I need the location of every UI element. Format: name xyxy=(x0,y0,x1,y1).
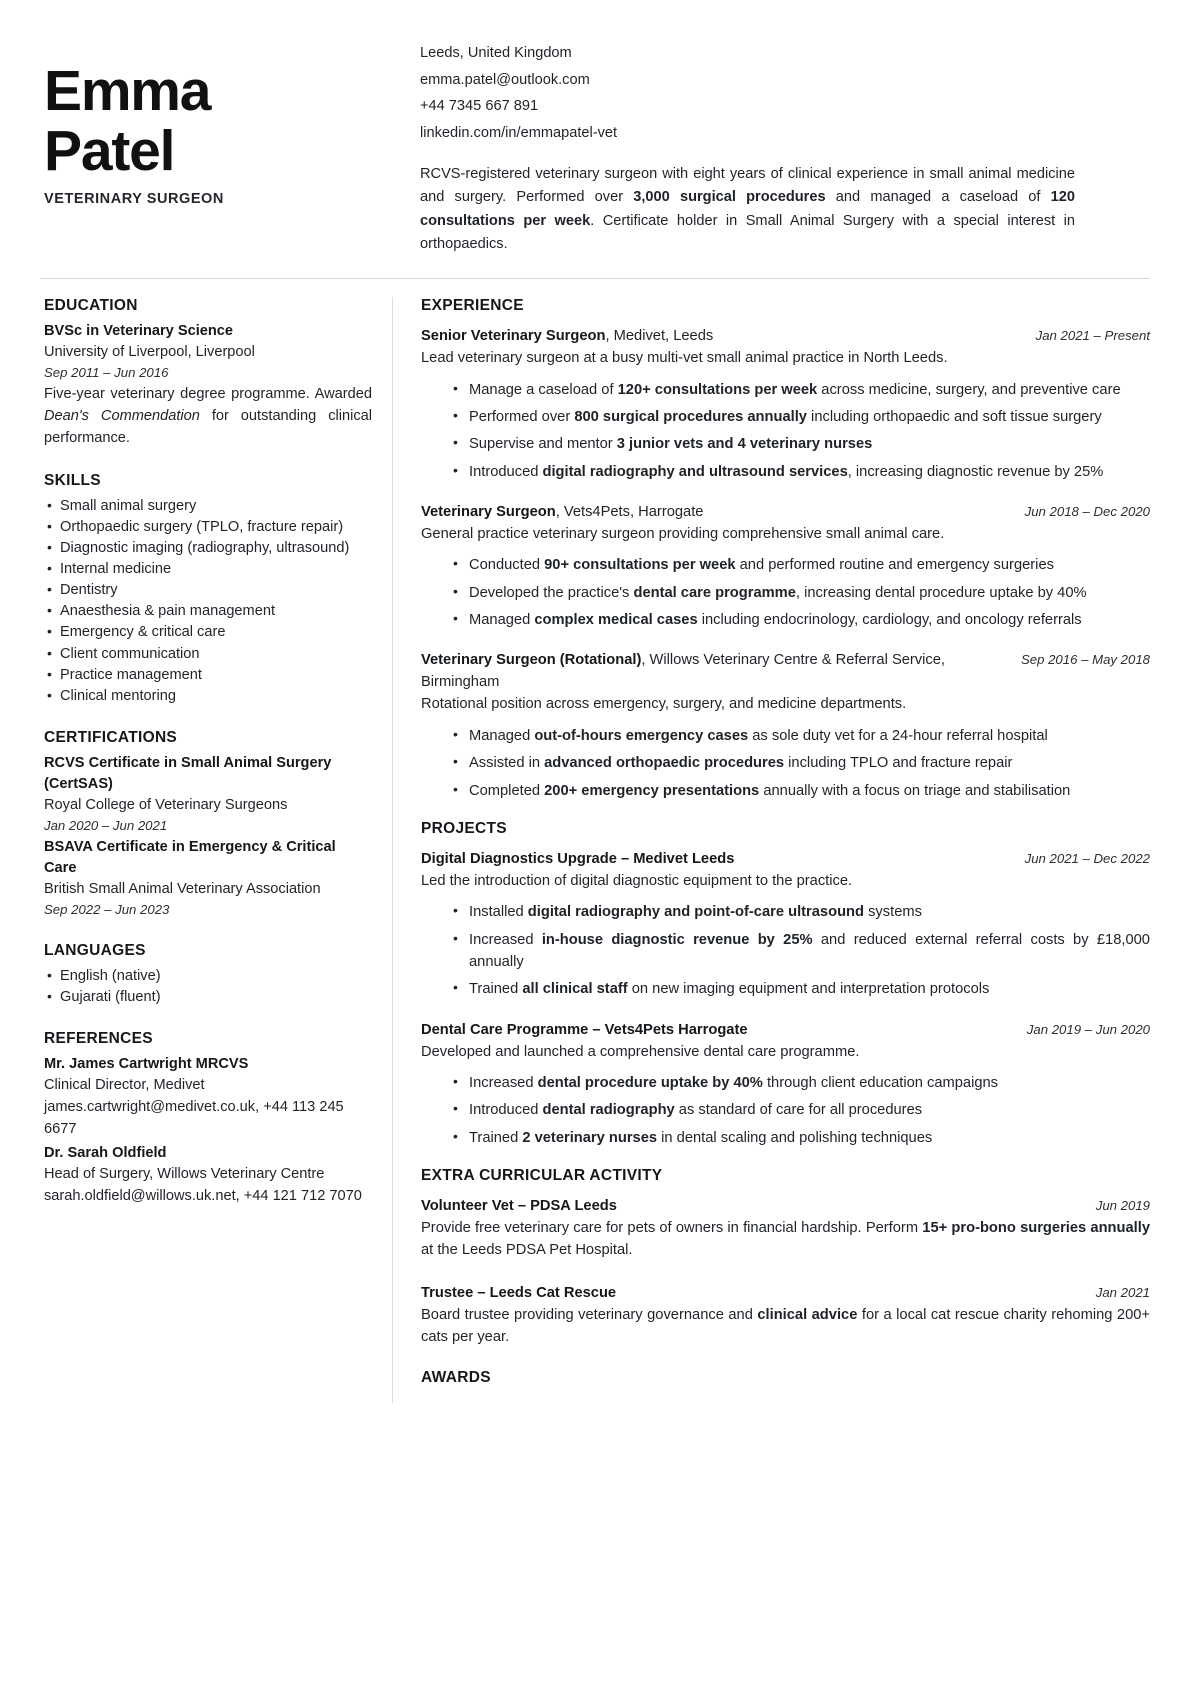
section-certifications xyxy=(44,729,372,920)
entry-heading: Digital Diagnostics Upgrade – Medivet Leeds xyxy=(421,850,735,867)
list-item: • Dentistry xyxy=(44,580,372,601)
eca-heading: Trustee – Leeds Cat Rescue xyxy=(421,1284,617,1301)
entry-item xyxy=(421,501,1150,631)
entry-bullet: • Increased dental procedure uptake by 40% through client education campaigns xyxy=(451,1072,1150,1094)
entry-bullet: • Manage a caseload of 120+ consultations per week across medicine, surgery, and preventive care xyxy=(451,379,1150,401)
list-item: • Orthopaedic surgery (TPLO, fracture repair) xyxy=(44,517,372,538)
list-item: • Clinical mentoring xyxy=(44,686,372,707)
eca-header xyxy=(421,1282,1150,1304)
entry-bullet: • Increased in-house diagnostic revenue by 25% and reduced external referral costs by £18,000 annually xyxy=(451,929,1150,974)
entry-bullet-list xyxy=(421,725,1150,802)
skills-list xyxy=(44,496,372,708)
contact-and-summary xyxy=(412,36,1150,256)
entry-bullet-list xyxy=(421,379,1150,483)
entry-heading: Senior Veterinary Surgeon, Medivet, Leeds xyxy=(421,328,714,345)
certification-name: BSAVA Certificate in Emergency & Critical Care xyxy=(44,839,336,877)
entry-bullet-list xyxy=(421,554,1150,631)
entry-bullet: • Trained all clinical staff on new imaging equipment and interpretation protocols xyxy=(451,978,1150,1000)
list-item: • Emergency & critical care xyxy=(44,622,372,643)
left-column xyxy=(40,297,392,1402)
certification-issuer: British Small Animal Veterinary Association xyxy=(44,880,321,897)
list-item: • Practice management xyxy=(44,665,372,686)
reference-name: Mr. James Cartwright MRCVS xyxy=(44,1056,249,1073)
entry-bullet: • Trained 2 veterinary nurses in dental scaling and polishing techniques xyxy=(451,1127,1150,1149)
eca-description: Provide free veterinary care for pets of owners in financial hardship. Perform 15+ pro-bono surgeries annually at the Leeds PDSA Pet Hospital. xyxy=(421,1220,1151,1259)
section-awards xyxy=(421,1369,1150,1387)
reference-item xyxy=(44,1054,372,1141)
certification-date: Sep 2022 – Jun 2023 xyxy=(44,902,170,918)
entry-date: Jan 2019 – Jun 2020 xyxy=(1026,1021,1150,1037)
list-item: • Anaesthesia & pain management xyxy=(44,601,372,622)
contact-email[interactable]: emma.patel@outlook.com xyxy=(420,71,590,88)
education-description: Five-year veterinary degree programme. Awarded Dean's Commendation for outstanding clinical performance. xyxy=(44,385,373,446)
entry-bullet: • Assisted in advanced orthopaedic procedures including TPLO and fracture repair xyxy=(451,752,1150,774)
eca-item xyxy=(421,1195,1150,1262)
section-title-languages: LANGUAGES xyxy=(44,941,146,959)
list-item: • English (native) xyxy=(44,966,372,987)
entry-item xyxy=(421,1019,1150,1149)
entry-description: Rotational position across emergency, surgery, and medicine departments. xyxy=(421,696,907,713)
section-languages xyxy=(44,942,372,1008)
eca-description: Board trustee providing veterinary governance and clinical advice for a local cat rescue charity rehoming 200+ cats per year. xyxy=(421,1306,1151,1346)
entry-description: Developed and launched a comprehensive dental care programme. xyxy=(421,1043,860,1060)
entry-heading: Veterinary Surgeon (Rotational), Willows Veterinary Centre & Referral Service, Birmingham xyxy=(421,652,945,691)
entry-description: Lead veterinary surgeon at a busy multi-vet small animal practice in North Leeds. xyxy=(421,350,948,367)
contact-phone[interactable]: +44 7345 667 891 xyxy=(420,98,539,115)
section-title-projects: PROJECTS xyxy=(421,819,507,837)
entry-header xyxy=(421,848,1150,870)
reference-role: Clinical Director, Medivet xyxy=(44,1077,205,1094)
entry-item xyxy=(421,848,1150,1001)
section-education xyxy=(44,297,372,449)
section-skills xyxy=(44,472,372,708)
list-item: • Diagnostic imaging (radiography, ultrasound) xyxy=(44,538,372,559)
section-extra-curricular xyxy=(421,1167,1150,1348)
entry-bullet: • Managed out-of-hours emergency cases as sole duty vet for a 24-hour referral hospital xyxy=(451,725,1150,747)
project-entries xyxy=(421,848,1150,1149)
section-title-extra-curricular: EXTRA CURRICULAR ACTIVITY xyxy=(421,1167,663,1185)
entry-date: Jun 2018 – Dec 2020 xyxy=(1024,503,1150,519)
list-item: • Client communication xyxy=(44,644,372,665)
section-title-skills: SKILLS xyxy=(44,471,101,489)
education-institution: University of Liverpool, Liverpool xyxy=(44,343,255,360)
section-projects xyxy=(421,820,1150,1149)
entry-bullet: • Installed digital radiography and point-of-care ultrasound systems xyxy=(451,901,1150,923)
section-references xyxy=(44,1030,372,1208)
extra-curricular-entries xyxy=(421,1195,1150,1348)
entry-header xyxy=(421,1019,1150,1041)
entry-bullet: • Supervise and mentor 3 junior vets and 4 veterinary nurses xyxy=(451,433,1150,455)
entry-date: Sep 2016 – May 2018 xyxy=(1020,652,1150,668)
eca-date: Jun 2019 xyxy=(1095,1198,1150,1214)
education-degree: BVSc in Veterinary Science xyxy=(44,323,234,340)
entry-bullet-list xyxy=(421,901,1150,1000)
entry-heading: Dental Care Programme – Vets4Pets Harrogate xyxy=(421,1021,748,1038)
entry-heading: Veterinary Surgeon, Vets4Pets, Harrogate xyxy=(421,503,704,520)
entry-bullet: • Managed complex medical cases including endocrinology, cardiology, and oncology referrals xyxy=(451,609,1150,631)
references-list xyxy=(44,1054,372,1208)
section-title-awards: AWARDS xyxy=(421,1368,491,1386)
entry-bullet: • Conducted 90+ consultations per week and performed routine and emergency surgeries xyxy=(451,554,1150,576)
page-title xyxy=(44,59,412,183)
eca-heading: Volunteer Vet – PDSA Leeds xyxy=(421,1198,617,1215)
resume-body xyxy=(40,279,1150,1402)
contact-location: Leeds, United Kingdom xyxy=(420,45,572,61)
section-title-experience: EXPERIENCE xyxy=(421,297,524,315)
job-title: VETERINARY SURGEON xyxy=(44,190,224,207)
section-title-education: EDUCATION xyxy=(44,297,138,315)
entry-header xyxy=(421,325,1150,347)
reference-role: Head of Surgery, Willows Veterinary Centre xyxy=(44,1166,325,1183)
eca-date: Jan 2021 xyxy=(1095,1284,1150,1300)
entry-bullet: • Developed the practice's dental care programme, increasing dental procedure uptake by 40% xyxy=(451,582,1150,604)
entry-bullet: • Completed 200+ emergency presentations annually with a focus on triage and stabilisation xyxy=(451,780,1150,802)
entry-description: General practice veterinary surgeon providing comprehensive small animal care. xyxy=(421,526,945,542)
reference-contact[interactable]: james.cartwright@medivet.co.uk, +44 113 245 6677 xyxy=(44,1099,344,1138)
entry-item xyxy=(421,325,1150,483)
entry-bullet: • Performed over 800 surgical procedures annually including orthopaedic and soft tissue surgery xyxy=(451,406,1150,428)
first-name: Emma xyxy=(44,59,211,123)
certification-issuer: Royal College of Veterinary Surgeons xyxy=(44,796,288,813)
eca-item xyxy=(421,1282,1150,1349)
certification-name: RCVS Certificate in Small Animal Surgery (CertSAS) xyxy=(44,755,332,792)
reference-name: Dr. Sarah Oldfield xyxy=(44,1145,167,1162)
certification-item xyxy=(44,753,372,835)
profile-summary: RCVS-registered veterinary surgeon with eight years of clinical experience in small animal medicine and surgery. Performed over 3,000 surgical procedures and managed a caseload of 120 consultations per week. Certificate holder in Small Animal Surgery with a special interest in orthopaedics. xyxy=(420,165,1075,252)
section-experience xyxy=(421,297,1150,802)
reference-item xyxy=(44,1143,372,1208)
list-item: • Internal medicine xyxy=(44,559,372,580)
entry-item xyxy=(421,649,1150,801)
entry-bullet: • Introduced digital radiography and ultrasound services, increasing diagnostic revenue by 25% xyxy=(451,461,1150,483)
section-title-certifications: CERTIFICATIONS xyxy=(44,729,178,747)
entry-bullet-list xyxy=(421,1072,1150,1149)
education-date: Sep 2011 – Jun 2016 xyxy=(44,365,169,381)
contact-linkedin[interactable]: linkedin.com/in/emmapatel-vet xyxy=(420,125,618,142)
entry-header xyxy=(421,649,1150,693)
entry-bullet: • Introduced dental radiography as standard of care for all procedures xyxy=(451,1099,1150,1121)
eca-header xyxy=(421,1195,1150,1217)
entry-date: Jun 2021 – Dec 2022 xyxy=(1024,850,1150,866)
certification-date: Jan 2020 – Jun 2021 xyxy=(44,817,168,833)
certification-item xyxy=(44,837,372,919)
section-title-references: REFERENCES xyxy=(44,1030,153,1048)
last-name: Patel xyxy=(44,118,175,183)
resume-header xyxy=(40,36,1150,278)
entry-date: Jan 2021 – Present xyxy=(1035,328,1150,344)
certifications-list xyxy=(44,753,372,920)
reference-contact[interactable]: sarah.oldfield@willows.uk.net, +44 121 712 7070 xyxy=(44,1188,362,1205)
list-item: • Gujarati (fluent) xyxy=(44,987,372,1008)
experience-entries xyxy=(421,325,1150,802)
list-item: • Small animal surgery xyxy=(44,496,372,517)
right-column xyxy=(393,297,1150,1402)
name-block xyxy=(40,36,412,207)
entry-description: Led the introduction of digital diagnostic equipment to the practice. xyxy=(421,872,853,889)
languages-list xyxy=(44,966,372,1008)
entry-header xyxy=(421,501,1150,523)
